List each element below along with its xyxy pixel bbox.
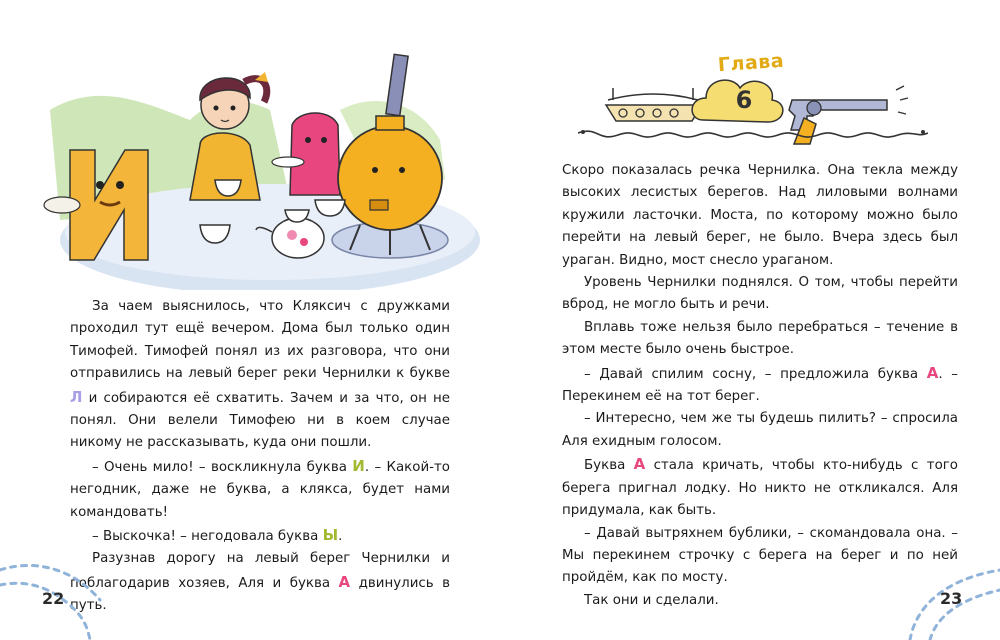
- letter-a: А: [338, 572, 351, 591]
- page-number: 23: [940, 589, 963, 608]
- paragraph: Буква А стала кричать, чтобы кто-нибудь с того берега пригнал лодку. Но никто не откликался. Аля придумала, как быть.: [562, 455, 958, 519]
- chapter-header: [578, 50, 928, 150]
- paragraph: – Выскочка! – негодовала буква Ы.: [92, 526, 343, 545]
- paragraph: Разузнав дорогу на левый берег Чернилки и поблагодарив хозяев, Аля и буква А двинулись в путь.: [70, 551, 450, 614]
- left-body-text: [70, 296, 450, 618]
- right-body-text: [562, 160, 958, 612]
- paragraph: – Интересно, чем же ты будешь пилить? – спросила Аля ехидным голосом.: [562, 411, 958, 449]
- letter-y: Ы: [322, 526, 339, 545]
- paragraph: Так они и сделали.: [584, 592, 719, 608]
- letter-i: И: [352, 456, 365, 475]
- paragraph: – Давай спилим сосну, – предложила буква А. – Перекинем её на тот берег.: [562, 363, 958, 405]
- chapter-number: 6: [735, 86, 753, 114]
- paragraph: Вплавь тоже нельзя было перебраться – течение в этом месте было очень быстрое.: [562, 319, 958, 358]
- page-number: 22: [42, 589, 65, 608]
- chapter-label: Глава: [717, 49, 785, 77]
- paragraph: Скоро показалась речка Чернилка. Она текла между высоких лесистых берегов. Над лиловыми волнами кружили ласточки. Моста, по которому можно было перейти на левый берег, не было. Вчера здесь был ураган. Видно, мост снесло ураганом.: [562, 163, 958, 268]
- paragraph: – Давай вытряхнем бублики, – скомандовала она. – Мы перекинем строчку с берега на берег и по ней пройдём, как по мосту.: [562, 525, 958, 586]
- paragraph: – Очень мило! – воскликнула буква И. – Какой-то негодник, даже не буква, а клякса, будет нами командовать!: [70, 456, 450, 520]
- paragraph: Уровень Чернилки поднялся. О том, чтобы перейти вброд, не могло быть и речи.: [562, 275, 958, 313]
- paragraph: За чаем выяснилось, что Кляксич с дружками проходил тут ещё вечером. Дома был только один Тимофей. Тимофей понял из их разговора, что они отправились на левый берег реки Чернилки к букве Л и собираются её схватить. Зачем и за что, он не понял. Они велели Тимофею ни в коем случае никому не рассказывать, куда они пошли.: [70, 299, 450, 451]
- tea-party-illustration: [40, 50, 480, 290]
- right-page: [500, 0, 1000, 640]
- letter-a: А: [633, 455, 646, 474]
- letter-l: Л: [70, 387, 83, 406]
- letter-a: А: [926, 363, 939, 382]
